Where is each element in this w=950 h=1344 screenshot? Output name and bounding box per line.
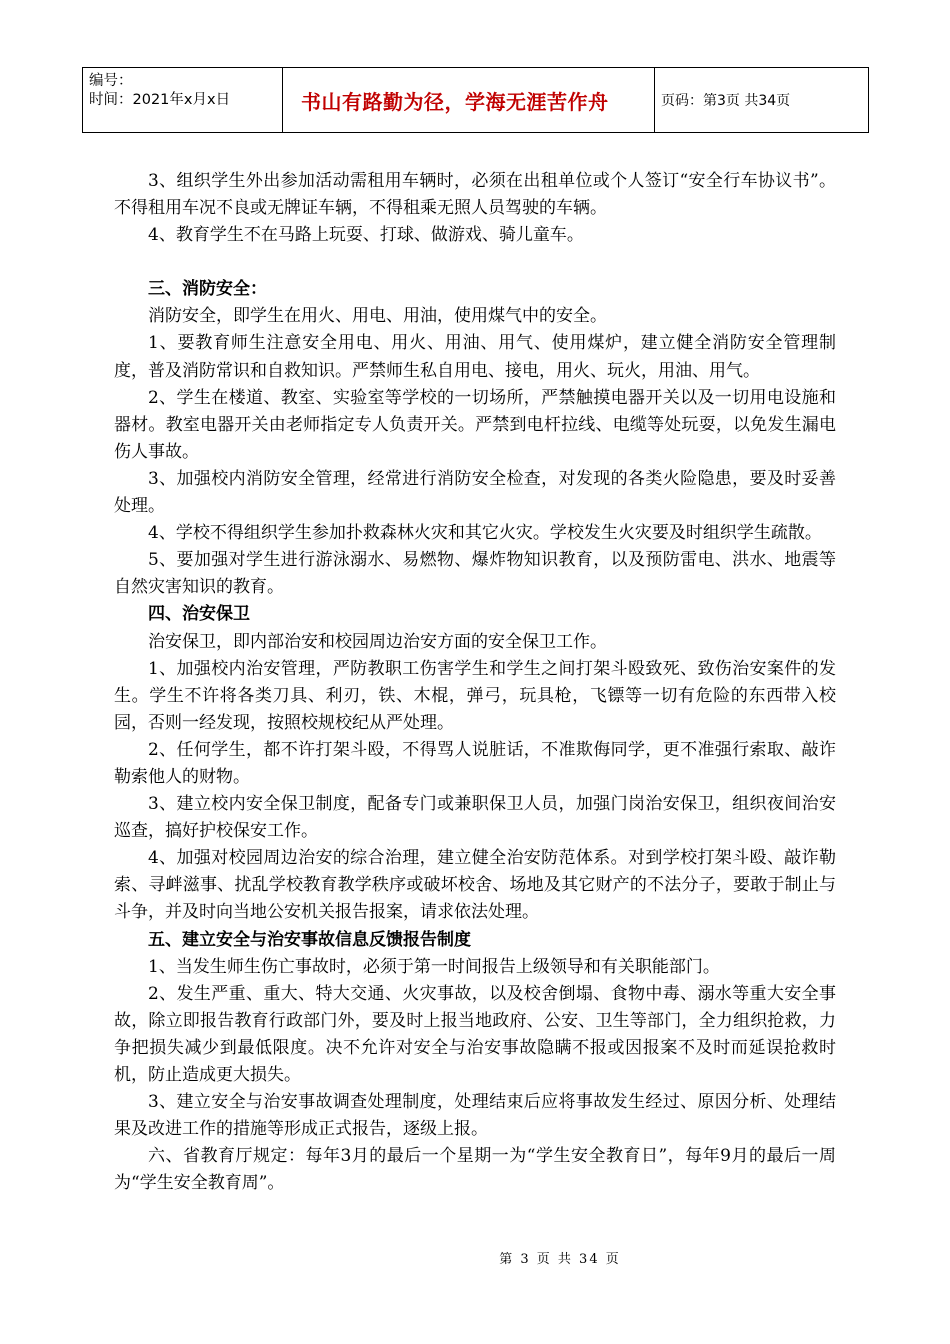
page-header	[82, 67, 869, 133]
paragraph: 3、建立校内安全保卫制度，配备专门或兼职保卫人员，加强门岗治安保卫，组织夜间治安巡查，搞好护校保安工作。	[114, 794, 836, 842]
paragraph: 六、省教育厅规定：每年3月的最后一个星期一为“学生安全教育日”，每年9月的最后一周为“学生安全教育周”。	[114, 1146, 836, 1194]
paragraph: 3、加强校内消防安全管理，经常进行消防安全检查，对发现的各类火险隐患，要及时妥善处理。	[114, 468, 836, 517]
section-heading: 五、建立安全与治安事故信息反馈报告制度	[148, 929, 471, 950]
document-number-label: 编号：	[89, 73, 133, 89]
paragraph: 2、发生严重、重大、特大交通、火灾事故，以及校舍倒塌、食物中毒、溺水等重大安全事故，除立即报告教育行政部门外，要及时上报当地政府、公安、卫生等部门，全力组织抢救，力争把损失减少到最低限度。决不允许对安全与治安事故隐瞒不报或因报案不及时而延误抢救时机，防止造成更大损失。	[114, 983, 836, 1085]
paragraph: 4、加强对校园周边治安的综合治理，建立健全治安防范体系。对到学校打架斗殴、敲诈勒索、寻衅滋事、扰乱学校教育教学秩序或破坏校舍、场地及其它财产的不法分子，要敢于制止与斗争，并及时向当地公安机关报告报案，请求依法处理。	[114, 848, 836, 923]
paragraph: 消防安全，即学生在用火、用电、用油，使用煤气中的安全。	[148, 306, 607, 327]
blank-line	[114, 249, 836, 276]
header-page-number: 页码：第3页 共34页	[661, 93, 791, 109]
paragraph: 2、学生在楼道、教室、实验室等学校的一切场所，严禁触摸电器开关以及一切用电设施和器材。教室电器开关由老师指定专人负责开关。严禁到电杆拉线、电缆等处玩耍，以免发生漏电伤人事故。	[114, 387, 836, 462]
paragraph: 2、任何学生，都不许打架斗殴，不得骂人说脏话，不准欺侮同学，更不准强行索取、敲诈勒索他人的财物。	[114, 739, 836, 787]
paragraph: 1、加强校内治安管理，严防教职工伤害学生和学生之间打架斗殴致死、致伤治安案件的发生。学生不许将各类刀具、利刃，铁、木棍，弹弓，玩具枪，飞镖等一切有危险的东西带入校园，否则一经发现，按照校规校纪从严处理。	[114, 658, 836, 733]
section-heading: 四、治安保卫	[148, 604, 250, 625]
header-meta	[83, 68, 283, 132]
header-motto: 书山有路勤为径，学海无涯苦作舟	[283, 68, 655, 132]
paragraph: 1、要教育师生注意安全用电、用火、用油、用气、使用煤炉，建立健全消防安全管理制度，普及消防常识和自救知识。严禁师生私自用电、接电，用火、玩火，用油、用气。	[114, 333, 836, 381]
document-body	[114, 168, 836, 1197]
paragraph: 4、教育学生不在马路上玩耍、打球、做游戏、骑儿童车。	[148, 225, 584, 246]
paragraph: 3、建立安全与治安事故调查处理制度，处理结束后应将事故发生经过、原因分析、处理结果及改进工作的措施等形成正式报告，逐级上报。	[114, 1092, 836, 1140]
page-footer: 第 3 页 共 34 页	[499, 1252, 621, 1267]
paragraph: 治安保卫，即内部治安和校园周边治安方面的安全保卫工作。	[148, 631, 607, 652]
section-heading: 三、消防安全：	[148, 279, 267, 300]
paragraph: 3、组织学生外出参加活动需租用车辆时，必须在出租单位或个人签订“安全行车协议书”。不得租用车况不良或无牌证车辆，不得租乘无照人员驾驶的车辆。	[114, 171, 836, 219]
paragraph: 1、当发生师生伤亡事故时，必须于第一时间报告上级领导和有关职能部门。	[148, 956, 720, 977]
paragraph: 4、学校不得组织学生参加扑救森林火灾和其它火灾。学校发生火灾要及时组织学生疏散。	[148, 523, 822, 544]
document-date-label: 时间：2021年x月x日	[89, 92, 231, 108]
paragraph: 5、要加强对学生进行游泳溺水、易燃物、爆炸物知识教育，以及预防雷电、洪水、地震等自然灾害知识的教育。	[114, 550, 836, 598]
